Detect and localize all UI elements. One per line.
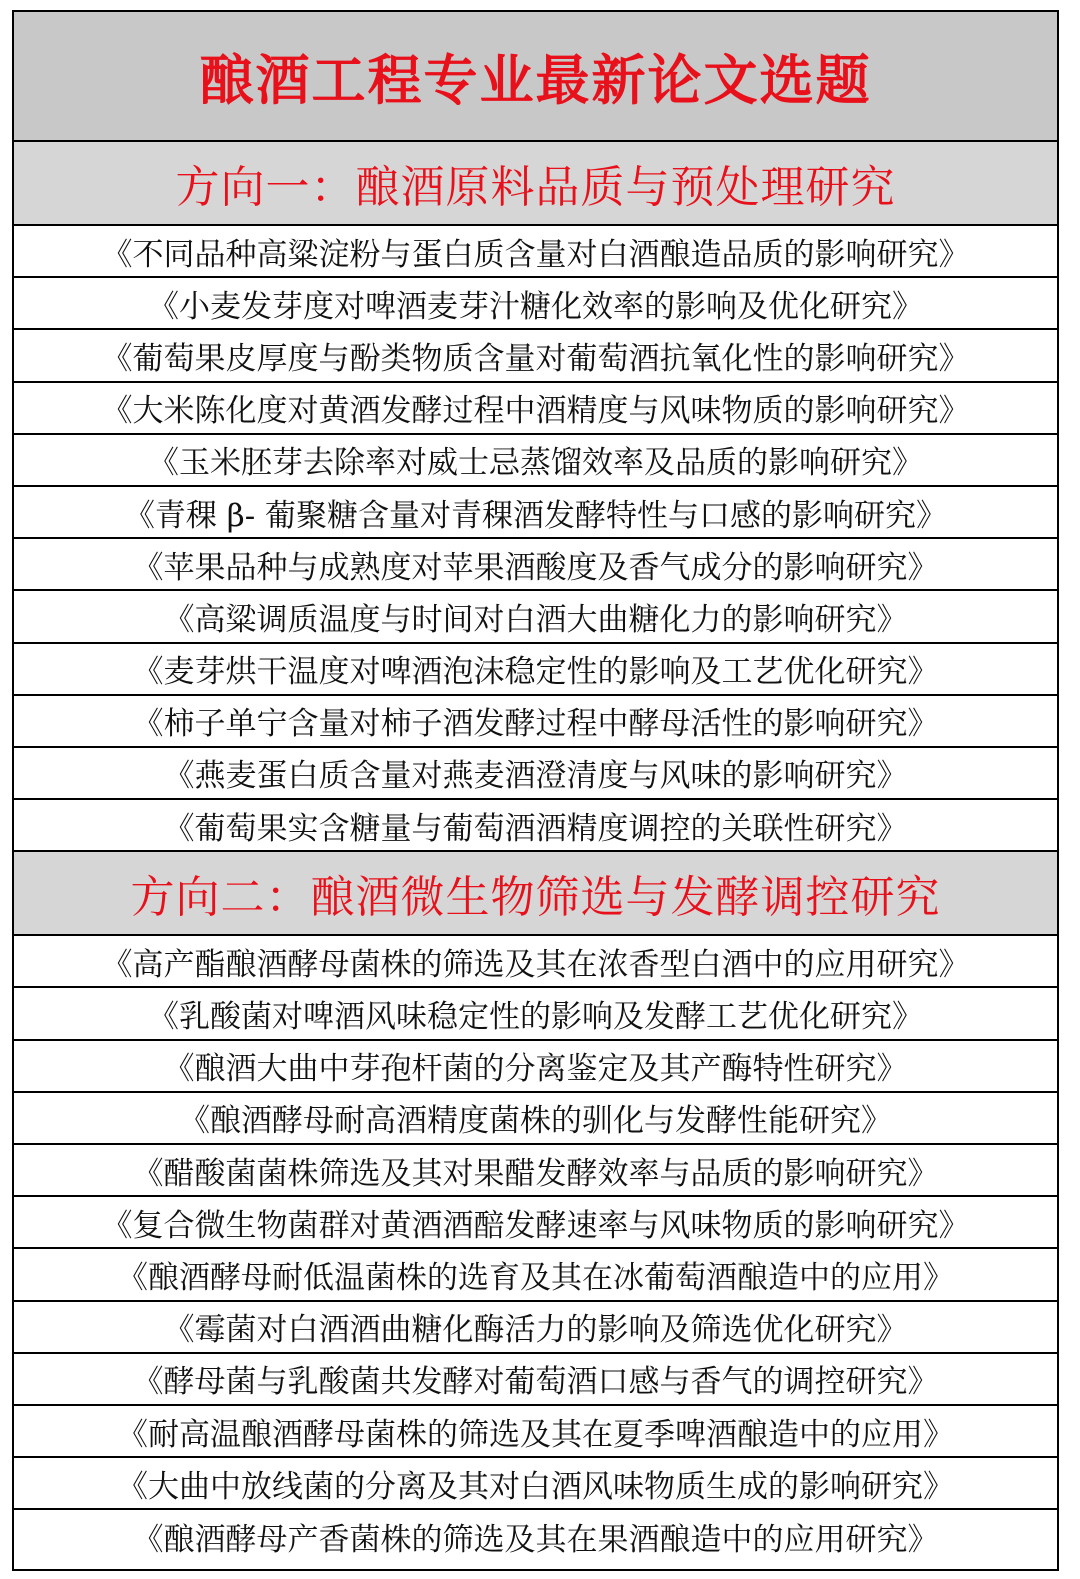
topic-row: 《不同品种高粱淀粉与蛋白质含量对白酒酿造品质的影响研究》: [14, 226, 1057, 278]
topic-row: 《葡萄果皮厚度与酚类物质含量对葡萄酒抗氧化性的影响研究》: [14, 330, 1057, 382]
topic-row: 《小麦发芽度对啤酒麦芽汁糖化效率的影响及优化研究》: [14, 278, 1057, 330]
topic-row: 《高产酯酿酒酵母菌株的筛选及其在浓香型白酒中的应用研究》: [14, 936, 1057, 988]
topic-row: 《麦芽烘干温度对啤酒泡沫稳定性的影响及工艺优化研究》: [14, 644, 1057, 696]
page-title: 酿酒工程专业最新论文选题: [14, 12, 1057, 142]
topic-row: 《燕麦蛋白质含量对燕麦酒澄清度与风味的影响研究》: [14, 748, 1057, 800]
topic-row: 《酵母菌与乳酸菌共发酵对葡萄酒口感与香气的调控研究》: [14, 1354, 1057, 1406]
topic-row: 《大曲中放线菌的分离及其对白酒风味物质生成的影响研究》: [14, 1458, 1057, 1510]
topic-row: 《酿酒酵母产香菌株的筛选及其在果酒酿造中的应用研究》: [132, 1521, 939, 1558]
topic-row: 《复合微生物菌群对黄酒酒醅发酵速率与风味物质的影响研究》: [14, 1197, 1057, 1249]
topic-row: 《葡萄果实含糖量与葡萄酒酒精度调控的关联性研究》: [14, 800, 1057, 852]
topic-row: 《酿酒酵母耐低温菌株的选育及其在冰葡萄酒酿造中的应用》: [14, 1249, 1057, 1301]
topic-row: 《苹果品种与成熟度对苹果酒酸度及香气成分的影响研究》: [14, 539, 1057, 591]
section-heading-2: 方向二：酿酒微生物筛选与发酵调控研究: [14, 852, 1057, 936]
topic-row: 《高粱调质温度与时间对白酒大曲糖化力的影响研究》: [14, 591, 1057, 643]
topic-row: 《大米陈化度对黄酒发酵过程中酒精度与风味物质的影响研究》: [14, 383, 1057, 435]
topics-table: [12, 10, 1059, 1571]
topic-row: 《酿酒大曲中芽孢杆菌的分离鉴定及其产酶特性研究》: [14, 1041, 1057, 1093]
topic-row: 《玉米胚芽去除率对威士忌蒸馏效率及品质的影响研究》: [14, 435, 1057, 487]
topic-row: 《耐高温酿酒酵母菌株的筛选及其在夏季啤酒酿造中的应用》: [14, 1406, 1057, 1458]
topic-row: 《乳酸菌对啤酒风味稳定性的影响及发酵工艺优化研究》: [14, 988, 1057, 1040]
topic-row: 《青稞 β- 葡聚糖含量对青稞酒发酵特性与口感的影响研究》: [14, 487, 1057, 539]
topic-row: 《柿子单宁含量对柿子酒发酵过程中酵母活性的影响研究》: [14, 696, 1057, 748]
topic-row: 《醋酸菌菌株筛选及其对果醋发酵效率与品质的影响研究》: [14, 1145, 1057, 1197]
topic-row: 《酿酒酵母耐高酒精度菌株的驯化与发酵性能研究》: [14, 1093, 1057, 1145]
topic-row: 《霉菌对白酒酒曲糖化酶活力的影响及筛选优化研究》: [14, 1302, 1057, 1354]
section-heading-1: 方向一：酿酒原料品质与预处理研究: [14, 142, 1057, 226]
